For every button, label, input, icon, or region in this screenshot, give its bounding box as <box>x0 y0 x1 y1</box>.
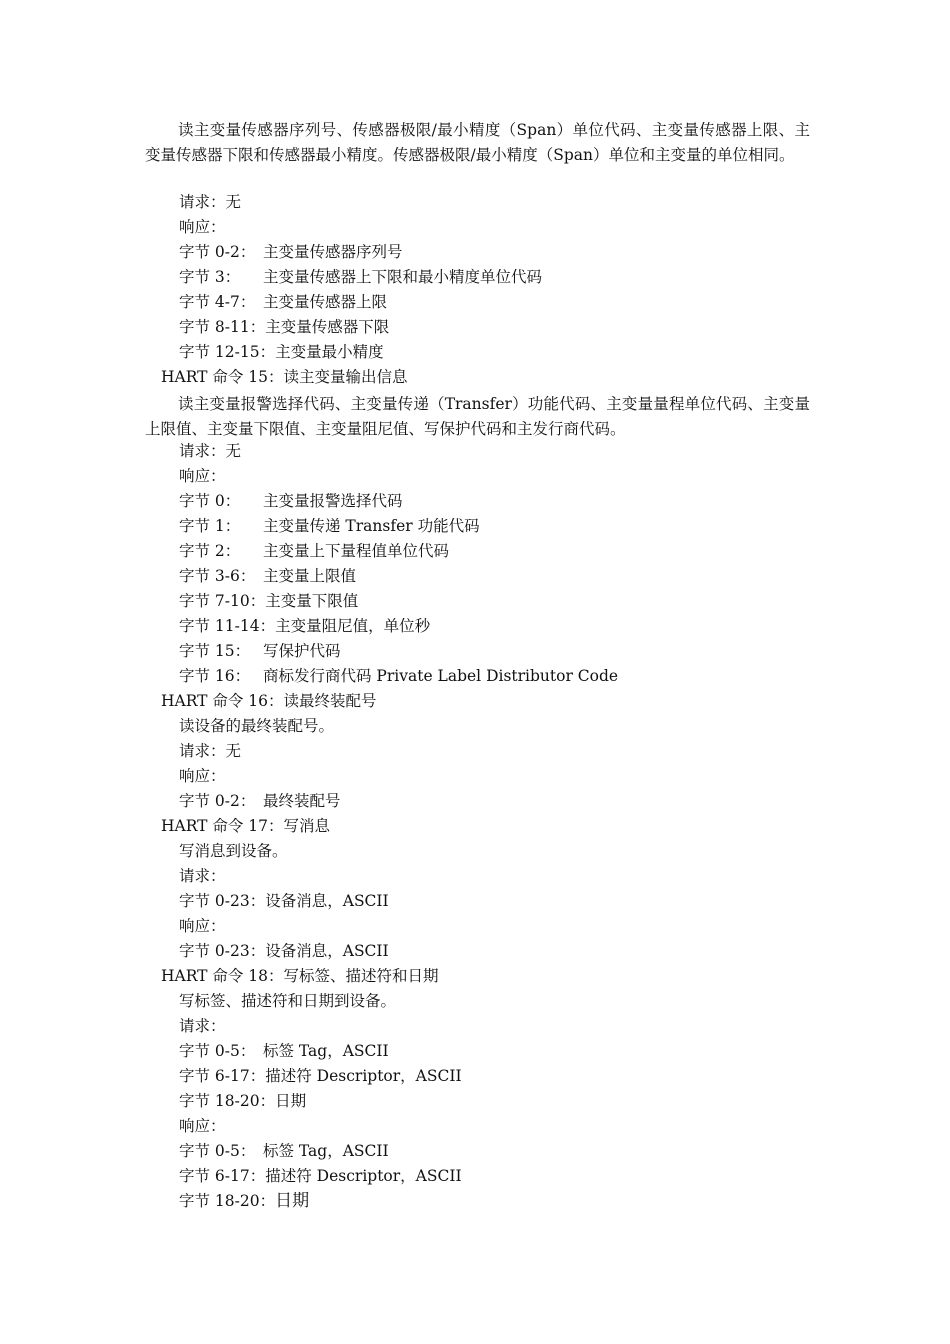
line-text: 写消息到设备。 <box>179 842 288 860</box>
line-label: 响应： <box>179 1117 226 1135</box>
line-text: 日期 <box>275 1092 307 1110</box>
text-line <box>179 866 226 886</box>
line-text: 日期 <box>275 1191 310 1211</box>
text-line <box>179 766 226 786</box>
line-text: 主变量传感器下限 <box>265 318 390 336</box>
text-line <box>179 591 358 611</box>
line-text: 读主变量输出信息 <box>283 368 408 386</box>
line-label: 请求： <box>179 193 226 211</box>
line-text: 主变量最小精度 <box>275 343 384 361</box>
body-paragraph: 读主变量报警选择代码、主变量传递（Transfer）功能代码、主变量量程单位代码、主变量上限值、主变量下限值、主变量阻尼值、写保护代码和主发行商代码。 <box>145 395 810 438</box>
line-label: 字节 0-2： <box>179 792 256 810</box>
line-label: 字节 0-5： <box>179 1142 256 1160</box>
line-text: 主变量传感器上限 <box>263 293 388 311</box>
text-line <box>179 292 387 312</box>
text-line <box>179 841 288 861</box>
line-text: 读设备的最终装配号。 <box>179 717 335 735</box>
line-text: 描述符 Descriptor，ASCII <box>265 1167 462 1185</box>
text-line <box>179 791 341 811</box>
text-line <box>179 1191 309 1211</box>
line-text: 最终装配号 <box>263 792 341 810</box>
text-line <box>179 267 542 287</box>
text-line <box>179 1091 306 1111</box>
line-label: 请求： <box>179 742 226 760</box>
text-line <box>179 516 480 536</box>
line-text: 描述符 Descriptor，ASCII <box>265 1067 462 1085</box>
text-line <box>179 716 334 736</box>
line-label: 字节 0： <box>179 492 241 510</box>
text-line <box>179 441 241 461</box>
line-text: 无 <box>225 742 242 760</box>
line-label: 请求： <box>179 867 226 885</box>
line-label: HART 命令 17： <box>161 817 284 835</box>
command-heading <box>161 691 377 711</box>
text-line <box>179 616 430 636</box>
line-text: 写标签、描述符和日期到设备。 <box>179 992 397 1010</box>
text-line <box>179 916 226 936</box>
text-line <box>179 1141 389 1161</box>
text-line <box>179 666 618 686</box>
text-line <box>179 317 389 337</box>
command-heading <box>161 816 330 836</box>
line-label: HART 命令 16： <box>161 692 284 710</box>
text-line <box>179 1116 226 1136</box>
line-text: 标签 Tag，ASCII <box>263 1142 389 1160</box>
line-text: 主变量上下量程值单位代码 <box>263 542 450 560</box>
line-label: 字节 18-20： <box>179 1092 276 1110</box>
line-label: 字节 3： <box>179 268 241 286</box>
line-label: HART 命令 15： <box>161 368 284 386</box>
line-label: 请求： <box>179 442 226 460</box>
line-label: HART 命令 18： <box>161 967 284 985</box>
line-text: 标签 Tag，ASCII <box>263 1042 389 1060</box>
command-heading <box>161 367 408 387</box>
line-label: 响应： <box>179 917 226 935</box>
line-label: 字节 0-5： <box>179 1042 256 1060</box>
line-text: 读最终装配号 <box>283 692 377 710</box>
line-text: 主变量报警选择代码 <box>263 492 403 510</box>
line-label: 字节 11-14： <box>179 617 276 635</box>
line-label: 字节 0-23： <box>179 942 266 960</box>
line-text: 设备消息，ASCII <box>265 942 389 960</box>
text-line <box>179 242 403 262</box>
text-line <box>179 991 396 1011</box>
line-label: 字节 15： <box>179 642 251 660</box>
line-label: 字节 3-6： <box>179 567 256 585</box>
line-label: 请求： <box>179 1017 226 1035</box>
line-text: 设备消息，ASCII <box>265 892 389 910</box>
text-line <box>179 342 384 362</box>
text-line <box>179 1041 389 1061</box>
text-line <box>179 1066 462 1086</box>
text-line <box>179 541 449 561</box>
text-line <box>179 192 241 212</box>
text-line <box>179 466 226 486</box>
text-line <box>179 491 403 511</box>
line-label: 字节 1： <box>179 517 241 535</box>
line-label: 响应： <box>179 767 226 785</box>
line-label: 字节 0-23： <box>179 892 266 910</box>
line-text: 主变量阻尼值，单位秒 <box>275 617 431 635</box>
line-label: 字节 8-11： <box>179 318 266 336</box>
line-text: 商标发行商代码 Private Label Distributor Code <box>263 667 619 685</box>
line-text: 主变量传感器序列号 <box>263 243 403 261</box>
line-label: 字节 6-17： <box>179 1067 266 1085</box>
line-text: 主变量下限值 <box>265 592 359 610</box>
line-label: 字节 18-20： <box>179 1192 276 1210</box>
text-line <box>179 566 356 586</box>
text-line <box>179 941 389 961</box>
command-heading <box>161 966 439 986</box>
text-line <box>179 891 389 911</box>
body-paragraph: 读主变量传感器序列号、传感器极限/最小精度（Span）单位代码、主变量传感器上限、主变量传感器下限和传感器最小精度。传感器极限/最小精度（Span）单位和主变量的单位相同。 <box>145 121 810 164</box>
line-label: 响应： <box>179 218 226 236</box>
line-text: 主变量传递 Transfer 功能代码 <box>263 517 480 535</box>
text-line <box>179 741 241 761</box>
text-line <box>179 641 341 661</box>
line-label: 响应： <box>179 467 226 485</box>
line-text: 无 <box>225 193 242 211</box>
line-label: 字节 12-15： <box>179 343 276 361</box>
line-text: 写保护代码 <box>263 642 341 660</box>
line-label: 字节 16： <box>179 667 251 685</box>
line-text: 主变量传感器上下限和最小精度单位代码 <box>263 268 543 286</box>
line-text: 写消息 <box>283 817 331 835</box>
line-text: 写标签、描述符和日期 <box>283 967 439 985</box>
line-label: 字节 7-10： <box>179 592 266 610</box>
text-line <box>179 1016 226 1036</box>
line-label: 字节 6-17： <box>179 1167 266 1185</box>
line-label: 字节 0-2： <box>179 243 256 261</box>
line-label: 字节 4-7： <box>179 293 256 311</box>
text-line <box>179 217 226 237</box>
line-label: 字节 2： <box>179 542 241 560</box>
text-line <box>179 1166 462 1186</box>
line-text: 主变量上限值 <box>263 567 357 585</box>
line-text: 无 <box>225 442 242 460</box>
